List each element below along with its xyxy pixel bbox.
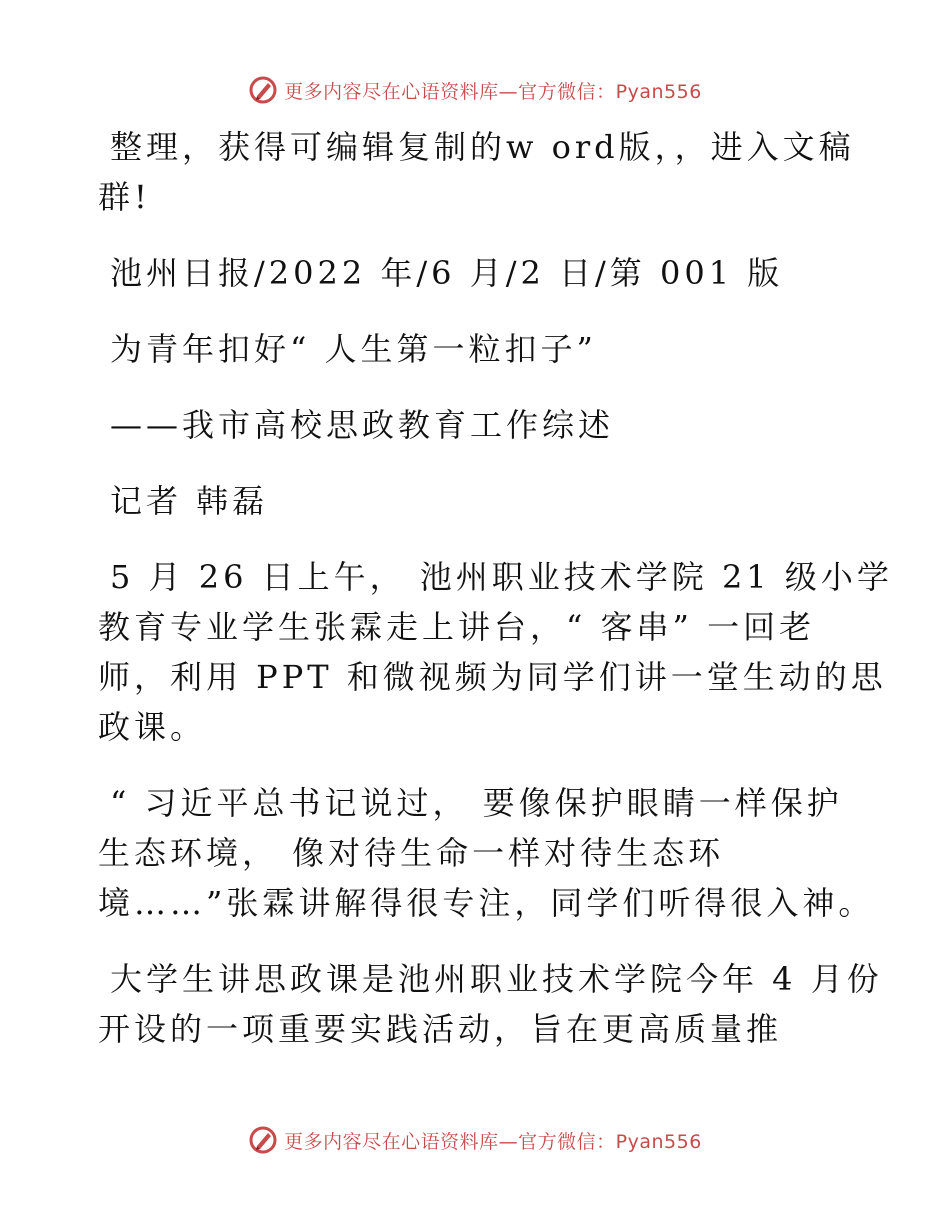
- document-body: [98, 122, 893, 1054]
- paragraph-line: 大学生讲思政课是池州职业技术学院今年 4 月份: [110, 960, 883, 998]
- paragraph-line: 政课。: [98, 708, 207, 746]
- paragraph-line: 师，利用 PPT 和微视频为同学们讲一堂生动的思: [98, 658, 887, 696]
- pen-logo-icon: [248, 75, 278, 105]
- watermark-banner-top: [0, 70, 950, 110]
- pen-logo-icon: [248, 1125, 278, 1155]
- watermark-banner-bottom: [0, 1120, 950, 1160]
- paragraph-line: 境……”张霖讲解得很专注，同学们听得很入神。: [98, 884, 875, 922]
- watermark-text: 更多内容尽在心语资料库—官方微信：Pyan556: [284, 1130, 702, 1153]
- intro-line: 群!: [98, 178, 151, 216]
- intro-line: 整理，获得可编辑复制的w ord版，，进入文稿: [110, 128, 855, 166]
- paragraph-line: 生态环境， 像对待生命一样对待生态环: [98, 834, 725, 872]
- paragraph-line: “ 习近平总书记说过， 要像保护眼睛一样保护: [110, 784, 843, 822]
- watermark-text: 更多内容尽在心语资料库—官方微信：Pyan556: [284, 80, 702, 103]
- byline: 记者 韩磊: [110, 482, 269, 520]
- paragraph-line: 开设的一项重要实践活动，旨在更高质量推: [98, 1010, 783, 1048]
- paragraph-line: 5 月 26 日上午， 池州职业技术学院 21 级小学: [110, 558, 893, 596]
- article-title: 为青年扣好“ 人生第一粒扣子”: [110, 330, 597, 368]
- source-line: 池州日报/2022 年/6 月/2 日/第 001 版: [110, 254, 784, 292]
- paragraph-line: 教育专业学生张霖走上讲台，“ 客串” 一回老: [98, 608, 816, 646]
- article-subtitle: ——我市高校思政教育工作综述: [110, 406, 615, 444]
